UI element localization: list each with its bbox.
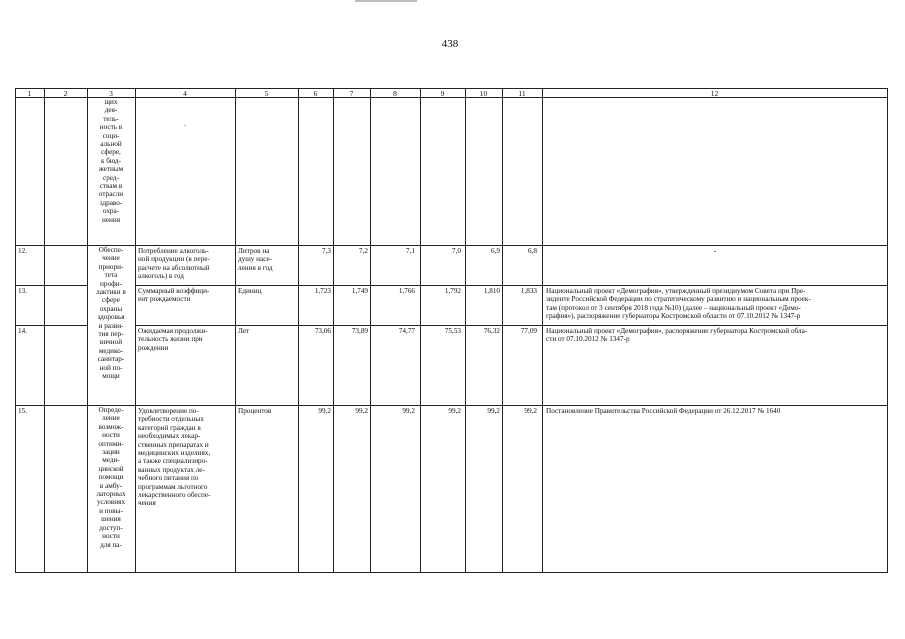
table-row-14-value-9: 75,53 <box>444 327 461 335</box>
table-row-15-indicator: Удовлетворение по- требности отдельных категорий граждан в необходимых лекар- ственных препаратах и медицинских изделиях, а также специализиро- ванных продуктах ле- чебного питания по программам льготного лекарственного обеспе- чения <box>138 407 211 508</box>
table-row-13-source: Национальный проект «Демография», утвержденный президиумом Совета при Пре- зиденте Российской Федерации по стратегическому развитию и национальным проек- там (протокол от 3 сентября 2018 года №10) (далее – национальный проект «Демо- графия»), распоряжение губернатора Костромской области от 07.10.2012 № 1347-р <box>546 287 811 321</box>
header-col-11: 11 <box>518 89 526 98</box>
table-row-15-value-11: 99,2 <box>524 407 537 415</box>
table-row-13-value-6: 1,723 <box>314 287 331 295</box>
table-row-13-value-10: 1,810 <box>483 287 500 295</box>
table-row-12-value-9: 7,0 <box>452 247 461 255</box>
table-row-15-source: Постановление Правительства Российской Федерации от 26.12.2017 № 1640 <box>546 407 781 415</box>
table-row-15-value-7: 99,2 <box>355 407 368 415</box>
table-row-14-indicator: Ожидаемая продолжи- тельность жизни при рождении <box>138 327 208 352</box>
table-row-14-value-7: 73,89 <box>351 327 368 335</box>
header-col-6: 6 <box>313 89 318 98</box>
table-row-15-value-6: 99,2 <box>318 407 331 415</box>
table-row-14-source: Национальный проект «Демография», распоряжение губернатора Костромской обла- сти от 07.10.2012 № 1347-р <box>546 327 808 344</box>
header-col-4: 4 <box>183 89 187 98</box>
table-row-12-number: 12. <box>18 247 27 255</box>
group-prevention-goal-text: Обеспе- чение приори- тета профи- лактики в сфере охраны здоровья и разви- тия пер- вичной медико- санитар- ной по- мощи <box>96 246 126 381</box>
header-col-2: 2 <box>63 89 68 98</box>
table-row-12-value-7: 7,2 <box>359 247 368 255</box>
table-row-14-value-11: 77,09 <box>520 327 537 335</box>
table-row-12-value-6: 7,3 <box>322 247 331 255</box>
table-row-13-number: 13. <box>18 287 27 295</box>
table-row-15-number: 15. <box>18 407 27 415</box>
table-row-14-value-10: 76,32 <box>483 327 500 335</box>
table-row-12-source: - <box>713 247 717 255</box>
table-row-13-value-8: 1,766 <box>398 287 415 295</box>
table-row-12-value-8: 7,1 <box>406 247 415 255</box>
continuation-indicator-mark: · <box>183 122 187 130</box>
group-medical-care-goal-text: Опреде- ление возмож- ности оптими- зации меди- цинской помощи в амбу- латорных условиях и повы- шения доступ- ности для па- <box>96 406 126 549</box>
data-table <box>15 88 888 573</box>
table-row-15-value-10: 99,2 <box>487 407 500 415</box>
table-row-13-value-9: 1,792 <box>444 287 461 295</box>
table-row-13-unit: Единиц <box>238 287 262 295</box>
table-row-14-number: 14. <box>18 327 27 335</box>
table-row-13-indicator: Суммарный коэффици- ент рождаемости <box>138 287 210 304</box>
table-row-12-indicator: Потребление алкоголь- ной продукции (в пере- расчете на абсолютный алкоголь) в год <box>138 247 210 281</box>
header-col-12: 12 <box>710 89 719 98</box>
table-row-12-value-11: 6,8 <box>528 247 537 255</box>
continuation-goal-text: щих дея- тель- ность в соци- альной сфере, к бюд- жетным сред- ствам в отрасли здраво- охра- нения <box>98 98 124 224</box>
page-number: 438 <box>441 38 459 50</box>
table-row-12-value-10: 6,9 <box>491 247 500 255</box>
header-col-1: 1 <box>27 89 32 98</box>
table-row-15-unit: Процентов <box>238 407 272 415</box>
header-col-9: 9 <box>440 89 445 98</box>
header-col-7: 7 <box>349 89 354 98</box>
header-col-8: 8 <box>393 89 397 98</box>
table-row-12-unit: Литров на душу насе- ления в год <box>238 247 273 272</box>
table-row-14-unit: Лет <box>238 327 250 335</box>
header-col-3: 3 <box>109 89 113 98</box>
header-col-5: 5 <box>264 89 269 98</box>
table-row-13-value-7: 1,749 <box>351 287 368 295</box>
header-col-10: 10 <box>479 89 488 98</box>
top-scan-mark <box>355 0 417 2</box>
table-row-13-value-11: 1,833 <box>520 287 537 295</box>
table-row-14-value-6: 73,06 <box>314 327 331 335</box>
table-row-15-value-8: 99,2 <box>402 407 415 415</box>
table-row-15-value-9: 99,2 <box>448 407 461 415</box>
table-row-14-value-8: 74,77 <box>398 327 415 335</box>
